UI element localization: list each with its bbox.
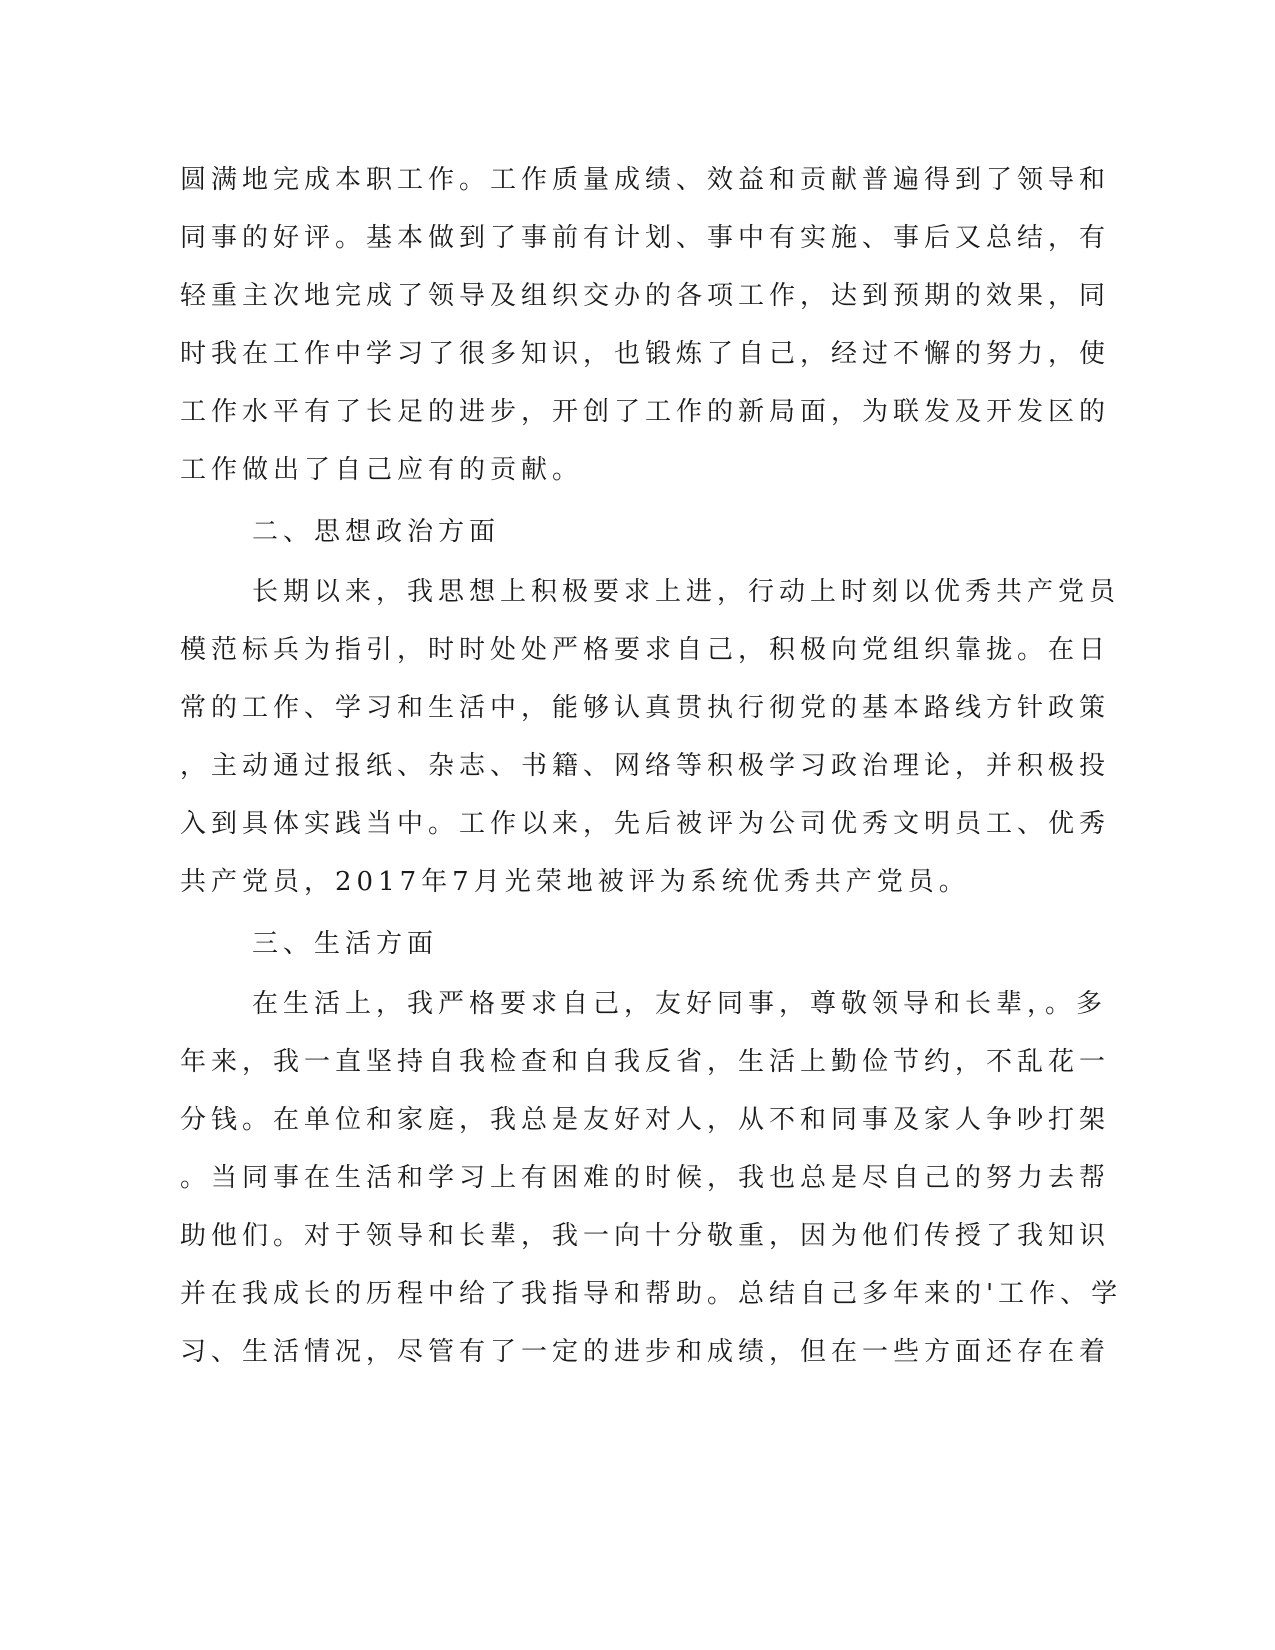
paragraph-line: 入到具体实践当中。工作以来，先后被评为公司优秀文明员工、优秀 bbox=[180, 809, 1111, 839]
paragraph-line: 。当同事在生活和学习上有困难的时候，我也总是尽自己的努力去帮 bbox=[180, 1163, 1111, 1193]
paragraph-line: 同事的好评。基本做到了事前有计划、事中有实施、事后又总结，有 bbox=[180, 223, 1111, 253]
paragraph-line: 在生活上，我严格要求自己，友好同事，尊敬领导和长辈，。多 bbox=[252, 989, 1108, 1019]
paragraph-line: 长期以来，我思想上积极要求上进，行动上时刻以优秀共产党员 bbox=[252, 577, 1121, 607]
paragraph-line: 工作水平有了长足的进步，开创了工作的新局面，为联发及开发区的 bbox=[180, 397, 1111, 427]
paragraph-line: 时我在工作中学习了很多知识，也锻炼了自己，经过不懈的努力，使 bbox=[180, 339, 1111, 369]
paragraph-line: 模范标兵为指引，时时处处严格要求自己，积极向党组织靠拢。在日 bbox=[180, 635, 1111, 665]
paragraph-line: 共产党员，2017年7月光荣地被评为系统优秀共产党员。 bbox=[180, 867, 970, 897]
paragraph-line: 常的工作、学习和生活中，能够认真贯执行彻党的基本路线方针政策 bbox=[180, 693, 1111, 723]
section-heading: 三、生活方面 bbox=[252, 929, 439, 959]
paragraph-line: 助他们。对于领导和长辈，我一向十分敬重，因为他们传授了我知识 bbox=[180, 1221, 1111, 1251]
paragraph-line: 并在我成长的历程中给了我指导和帮助。总结自己多年来的'工作、学 bbox=[180, 1279, 1123, 1309]
paragraph-line: 圆满地完成本职工作。工作质量成绩、效益和贡献普遍得到了领导和 bbox=[180, 165, 1111, 195]
paragraph-line: 工作做出了自己应有的贡献。 bbox=[180, 455, 584, 485]
paragraph-line: ，主动通过报纸、杂志、书籍、网络等积极学习政治理论，并积极投 bbox=[180, 751, 1111, 781]
paragraph-line: 习、生活情况，尽管有了一定的进步和成绩，但在一些方面还存在着 bbox=[180, 1337, 1111, 1367]
section-heading: 二、思想政治方面 bbox=[252, 517, 501, 547]
paragraph-line: 轻重主次地完成了领导及组织交办的各项工作，达到预期的效果，同 bbox=[180, 281, 1111, 311]
paragraph-line: 年来，我一直坚持自我检查和自我反省，生活上勤俭节约，不乱花一 bbox=[180, 1047, 1111, 1077]
paragraph-line: 分钱。在单位和家庭，我总是友好对人，从不和同事及家人争吵打架 bbox=[180, 1105, 1111, 1135]
